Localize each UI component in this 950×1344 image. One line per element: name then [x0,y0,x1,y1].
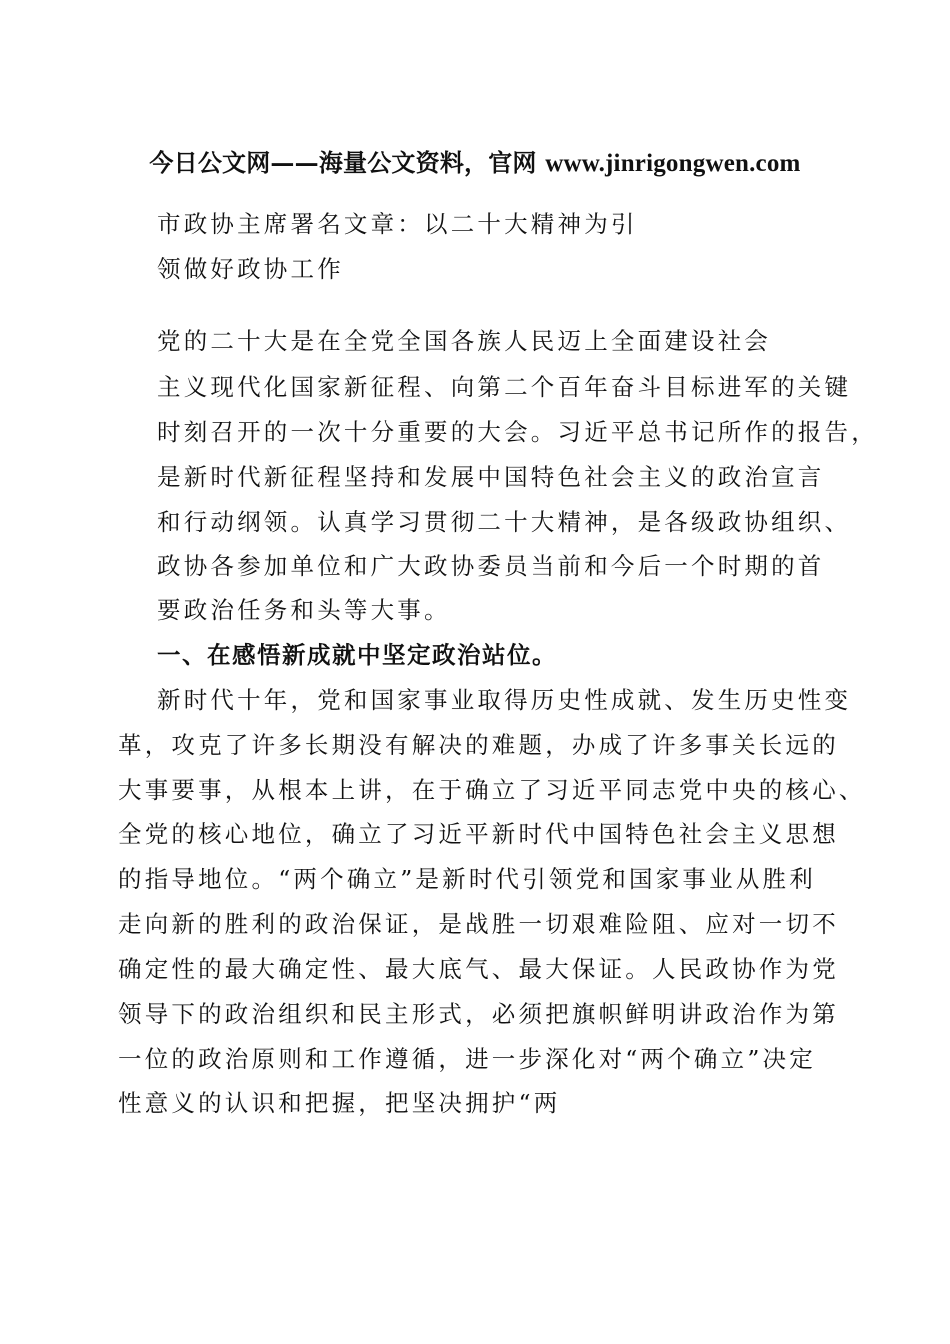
section-body-line-7: 确定性的最大确定性、最大底气、最大保证。人民政协作为党 [118,955,839,983]
section-heading: 一、在感悟新成就中坚定政治站位。 [157,641,557,669]
section-body-line-10: 性意义的认识和把握，把坚决拥护“两 [118,1089,561,1117]
intro-line-5: 和行动纲领。认真学习贯彻二十大精神，是各级政协组织、 [157,508,852,536]
section-body-line-8: 领导下的政治组织和民主形式，必须把旗帜鲜明讲政治作为第 [118,1000,839,1028]
section-body-line-3: 大事要事，从根本上讲，在于确立了习近平同志党中央的核心、 [118,776,866,804]
section-body-line-6: 走向新的胜利的政治保证，是战胜一切艰难险阻、应对一切不 [118,910,839,938]
section-body-line-2: 革，攻克了许多长期没有解决的难题，办成了许多事关长远的 [118,731,839,759]
section-body-line-1: 新时代十年，党和国家事业取得历史性成就、发生历史性变 [157,686,852,714]
section-body-line-5: 的指导地位。“两个确立”是新时代引领党和国家事业从胜利 [118,865,816,893]
intro-line-4: 是新时代新征程坚持和发展中国特色社会主义的政治宣言 [157,463,825,491]
intro-line-2: 主义现代化国家新征程、向第二个百年奋斗目标进军的关键 [157,373,852,401]
section-body-line-4: 全党的核心地位，确立了习近平新时代中国特色社会主义思想 [118,820,839,848]
site-url[interactable]: www.jinrigongwen.com [545,150,801,177]
intro-line-3: 时刻召开的一次十分重要的大会。习近平总书记所作的报告， [157,418,878,446]
intro-line-1: 党的二十大是在全党全国各族人民迈上全面建设社会 [157,327,772,355]
site-title: 今日公文网——海量公文资料，官网 [149,148,537,177]
article-title-line-1: 市政协主席署名文章：以二十大精神为引 [157,210,638,238]
site-header [0,146,950,181]
section-body-line-9: 一位的政治原则和工作遵循，进一步深化对“两个确立”决定 [118,1045,816,1073]
intro-line-7: 要政治任务和头等大事。 [157,596,451,624]
article-title-line-2: 领做好政协工作 [157,255,344,283]
intro-line-6: 政协各参加单位和广大政协委员当前和今后一个时期的首 [157,552,825,580]
